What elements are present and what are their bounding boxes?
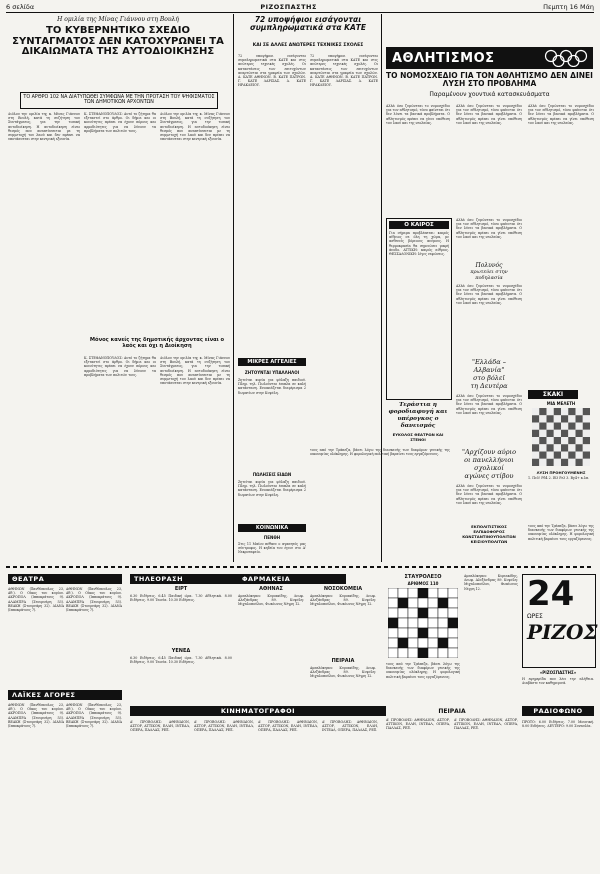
classifieds-body: Ζητείται κυρία για φύλαξη παιδιού. Πληρ. τηλ. Πωλούνται έπιπλα σε καλή κατάσταση. Ενοικιάζεται διαμέρισμα 2 δωματίων στην Κυψέλη. (238, 378, 306, 395)
pharmacy-city-1: ΑΘΗΝΑΣ (259, 586, 283, 592)
chess-square (554, 415, 561, 422)
crossword-cell (398, 608, 408, 618)
polynos-line1: Πολυνός (475, 262, 503, 269)
crossword-clues: τους από την Τράπεζα, βάσει λόγω της διασκευής των διαφόρων γενικής της οικονομίας ολόκληρης. Η φορολογική πολιτική βαραίνει τους εργαζόμενους. (386, 662, 460, 679)
crossword-cell (428, 598, 438, 608)
crossword-cell (438, 648, 448, 658)
crossword-cell (428, 588, 438, 598)
greece-albania-headline (456, 358, 522, 390)
games-line2: οι πανελλήνιοι (464, 456, 514, 464)
chess-square (568, 423, 575, 430)
chess-square (576, 408, 583, 415)
sports-title: ΤΟ ΝΟΜΟΣΧΕΔΙΟ ΓΙΑ ΤΟΝ ΑΘΛΗΤΙΣΜΟ ΔΕΝ ΔΙΝΕΙ ΛΥΣΗ ΣΤΟ ΠΡΟΒΛΗΜΑ (386, 71, 593, 88)
chess-square (554, 430, 561, 437)
article-subtitle: ΤΟ ΑΡΘΡΟ 102 ΝΑ ΔΙΑΤΥΠΩΘΕΙ ΣΥΜΦΩΝΑ ΜΕ ΤΗΝ ΠΡΟΤΑΣΗ ΤΟΥ ΨΗΦΙΣΜΑΤΟΣ ΤΩΝ ΔΗΜΟΤΙΚΩΝ ΑΡΧΟΝΤΩΝ (20, 92, 218, 109)
page-number: 6 σελίδα (6, 3, 35, 11)
crossword-cell (408, 588, 418, 598)
chess-square (547, 452, 554, 459)
crossword-cell (418, 638, 428, 648)
crossword-cell (388, 618, 398, 628)
theatre-col1: ΑΘΗΝΩΝ (Ξανθόπουλος 23, Αθ.). Ο Οίκος του κυρίου. ΑΚΡΟΠΟΛ (Ιπποκράτους 9). ΑΛΑΜΠΡΑ (Στουρνάρη 53). ΒΕΑΚΗ (Στουρνάρη 32). ΔΙΑΝΑ (Ιπποκράτους 7). (8, 587, 64, 613)
weather-box (386, 218, 452, 400)
chess-square (547, 444, 554, 451)
crossword-cell (428, 638, 438, 648)
sports-body-col2b: Αλλά όσο ζυμώνεται το νομοσχέδιο για τον αθλητισμό, τόσο φαίνεται ότι δεν λύνει τα βασικά προβλήματα. Ο αθλητισμός πρέπει να γίνει υπόθεση του λαού και της νεολαίας. (456, 218, 522, 239)
chess-square (583, 452, 590, 459)
chess-square (532, 408, 539, 415)
polynos-body: Αλλά όσο ζυμώνεται το νομοσχέδιο για τον αθλητισμό, τόσο φαίνεται ότι δεν λύνει τα βασικά προβλήματα. Ο αθλητισμός πρέπει να γίνει υπόθεση του λαού και της νεολαίας. (456, 284, 522, 305)
chess-square (576, 423, 583, 430)
games-body: Αλλά όσο ζυμώνεται το νομοσχέδιο για τον αθλητισμό, τόσο φαίνεται ότι δεν λύνει τα βασικά προβλήματα. Ο αθλητισμός πρέπει να γίνει υπόθεση του λαού και της νεολαίας. (456, 484, 522, 505)
piraeus-col1: Α' ΠΡΟΒΟΛΗΣ: ΑΘΗΝΑΙΟΝ, ΑΣΤΟΡ, ΑΤΤΙΚΟΝ, ΕΛΛΗ, ΙΝΤΕΑΛ, ΟΠΕΡΑ, ΠΑΛΛΑΣ, ΡΕΞ. (386, 718, 450, 731)
crossword-cell (428, 618, 438, 628)
chess-square (576, 430, 583, 437)
weather-body: Για σήμερα προβλέπεται: καιρός αίθριος σε όλη τη χώρα, με ασθενείς βόρειους ανέμους. Η θερμοκρασία θα σημειώσει μικρή άνοδο. ΑΤΤΙΚΗ: καιρός αίθριος. ΘΕΣΣΑΛΟΝΙΚΗ: λίγες νεφώσεις. (389, 231, 449, 257)
hospitals-title: ΝΟΣΟΚΟΜΕΙΑ (323, 586, 363, 592)
loans-title: Τεράστια η φοροδιαφυγή και υπέρογκος ο δανεισμός (388, 402, 448, 429)
chess-square (554, 423, 561, 430)
crossword-cell (428, 648, 438, 658)
chess-square (554, 408, 561, 415)
chess-square (576, 444, 583, 451)
chess-square (583, 415, 590, 422)
sports-banner (386, 47, 593, 69)
pharmacy-city-2: ΠΕΙΡΑΙΑ (331, 658, 355, 664)
crossword-cell (408, 608, 418, 618)
crossword-cell (398, 648, 408, 658)
crossword-cell (408, 638, 418, 648)
piraeus-title: ΠΕΙΡΑΙΑ (438, 708, 466, 715)
crossword-cell (448, 648, 458, 658)
column-rule (233, 14, 234, 562)
chess-square (583, 437, 590, 444)
pharmacy-city2-body: Αμπελόκηποι: Κυριακίδης, Λεωφ. Αλεξάνδρας 89. Κυψέλη: Μιχαλοπούλου, Φωκίωνος Νέγρη 12. (310, 666, 376, 679)
issue-date: Πεμπτη 16 Μάη (543, 3, 594, 11)
chess-square (576, 459, 583, 466)
sports-banner-label: ΑΘΛΗΤΙΣΜΟΣ (392, 51, 495, 66)
article-body-col2: Κ. ΣΤΕΦΑΝΟΠΟΥΛΟΣ: Αυτό το ζήτημα θα εξεταστεί στο άρθρο. Οι δήμοι και οι κοινότητες πρέπει να έχουν πόρους και αρμοδιότητες για να λύνουν τα προβλήματα των πολιτών τους. (84, 112, 156, 133)
chess-square (539, 444, 546, 451)
social-body: Στις 11 Μαΐου πέθανε ο αγαπητός μας σύντροφος. Η κηδεία του έγινε στο Α' Νεκροταφείο. (238, 542, 306, 555)
ga-line2: Αλβανία" (473, 366, 505, 374)
mid-article-subtitle: ΚΑΙ ΣΕ ΑΛΛΕΣ ΑΝΩΤΕΡΕΣ ΤΕΧΝΙΚΕΣ ΣΧΟΛΕΣ (252, 43, 364, 48)
crossword-cell (398, 598, 408, 608)
chess-square (561, 444, 568, 451)
classifieds-sub1: ΖΗΤΟΥΝΤΑΙ ΥΠΑΛΛΗΛΟΙ (244, 370, 300, 375)
crossword-cell (418, 618, 428, 628)
chess-sub: ΜΙΑ ΜΕΛΕΤΗ (546, 401, 576, 406)
notice-line1: ΕΚΠΟΛΙΤΙΣΤΙΚΟΣ ΕΛΠΙΔΟΦΟΡΟΣ (471, 524, 507, 534)
markets-title: ΛΑΪΚΕΣ ΑΓΟΡΕΣ (8, 690, 122, 700)
section-divider (6, 566, 594, 568)
ad-24-body: Η εφημερίδα που λέει την αλήθεια. Διαβάστε τον καθημερινά. (522, 677, 594, 686)
chess-square (532, 430, 539, 437)
greece-albania-body: Αλλά όσο ζυμώνεται το νομοσχέδιο για τον αθλητισμό, τόσο φαίνεται ότι δεν λύνει τα βασικά προβλήματα. Ο αθλητισμός πρέπει να γίνει υπόθεση του λαού και της νεολαίας. (456, 394, 522, 415)
crossword-cell (388, 628, 398, 638)
article-inline-head: Μόνος κανείς της δημοτικής άρχοντας είναι ο λαός και όχι η Διοίκηση (89, 337, 225, 349)
pharmacy-col3: Αμπελόκηποι: Κυριακίδης, Λεωφ. Αλεξάνδρας 89. Κυψέλη: Μιχαλοπούλου, Φωκίωνος Νέγρη 12. (464, 574, 518, 591)
chess-square (583, 459, 590, 466)
chess-square (576, 437, 583, 444)
article-body-col4: Κ. ΣΤΕΦΑΝΟΠΟΥΛΟΣ: Αυτό το ζήτημα θα εξεταστεί στο άρθρο. Οι δήμοι και οι κοινότητες πρέπει να έχουν πόρους και αρμοδιότητες για να λύνουν τα προβλήματα των πολιτών τους. (84, 356, 156, 377)
hospitals-body: Αμπελόκηποι: Κυριακίδης, Λεωφ. Αλεξάνδρας 89. Κυψέλη: Μιχαλοπούλου, Φωκίωνος Νέγρη 12. (310, 594, 376, 607)
crossword-cell (438, 638, 448, 648)
notice (456, 524, 522, 544)
chess-square (583, 423, 590, 430)
chess-square (532, 437, 539, 444)
crossword-cell (418, 628, 428, 638)
classifieds-title: ΜΙΚΡΕΣ ΑΓΓΕΛΙΕΣ (238, 358, 306, 366)
chess-square (561, 459, 568, 466)
sports-body-col2: Αλλά όσο ζυμώνεται το νομοσχέδιο για τον αθλητισμό, τόσο φαίνεται ότι δεν λύνει τα βασικά προβλήματα. Ο αθλητισμός πρέπει να γίνει υπόθεση του λαού και της νεολαίας. (456, 104, 522, 125)
tv-channel-1: ΕΙΡΤ (174, 586, 188, 592)
markets-col2: ΑΘΗΝΩΝ (Ξανθόπουλος 23, Αθ.). Ο Οίκος του κυρίου. ΑΚΡΟΠΟΛ (Ιπποκράτους 9). ΑΛΑΜΠΡΑ (Στουρνάρη 53). ΒΕΑΚΗ (Στουρνάρη 32). ΔΙΑΝΑ (Ιπποκράτους 7). (66, 703, 122, 729)
tv-channel-2: ΥΕΝΕΔ (171, 648, 191, 654)
crossword-cell (428, 628, 438, 638)
crossword-cell (418, 588, 428, 598)
crossword-cell (448, 588, 458, 598)
chess-square (539, 459, 546, 466)
ad-24-tag: «ΡΙΖΟΣΠΑΣΤΗΣ» (539, 670, 577, 675)
sports-body-col1: Αλλά όσο ζυμώνεται το νομοσχέδιο για τον αθλητισμό, τόσο φαίνεται ότι δεν λύνει τα βασικά προβλήματα. Ο αθλητισμός πρέπει να γίνει υπόθεση του λαού και της νεολαίας. (386, 104, 450, 125)
tv-title: ΤΗΛΕΟΡΑΣΗ (130, 574, 240, 584)
classifieds-body2: Ζητείται κυρία για φύλαξη παιδιού. Πληρ. τηλ. Πωλούνται έπιπλα σε καλή κατάσταση. Ενοικιάζεται διαμέρισμα 2 δωματίων στην Κυψέλη. (238, 480, 306, 497)
chess-square (547, 459, 554, 466)
chess-square (561, 423, 568, 430)
chess-square (547, 437, 554, 444)
cinemas-col4: Α' ΠΡΟΒΟΛΗΣ: ΑΘΗΝΑΙΟΝ, ΑΣΤΟΡ, ΑΤΤΙΚΟΝ, ΕΛΛΗ, ΙΝΤΕΑΛ, ΟΠΕΡΑ, ΠΑΛΛΑΣ, ΡΕΞ. (322, 720, 378, 733)
crossword-cell (388, 598, 398, 608)
ad-24-brand: ΡΙΖΟΣ (527, 620, 598, 644)
ad-24-number: 24 (527, 574, 575, 614)
tv-channel2-body: 6.30 Ειδήσεις. 6.45 Παιδική ώρα. 7.30 Αθλητικά. 8.00 Ειδήσεις. 9.00 Ταινία. 10.30 Ειδήσεις. (130, 656, 232, 665)
mid-article-col1: 72 υποψήφιοι εισάγονται συμπληρωματικά στα ΚΑΤΕ και στις ανώτερες τεχνικές σχολές. Οι καταστάσεις των επιτυχόντων αναρτώνται στα γραφεία των σχολών. Α. ΚΑΤΕ ΑΘΗΝΩΝ. Β. ΚΑΤΕ ΠΑΤΡΩΝ. Γ. ΚΑΤΕ ΛΑΡΙΣΑΣ. Δ. ΚΑΤΕ ΗΡΑΚΛΕΙΟΥ. (238, 54, 306, 88)
chess-square (547, 415, 554, 422)
chess-square (547, 430, 554, 437)
chess-square (554, 459, 561, 466)
chess-moves: 1. Πε5! Ρδ4 2. Ιδ3 Ρε3 3. Βγ4+ κ.λπ. (528, 476, 590, 480)
page-header (6, 2, 594, 13)
article-body-col5: Διόλου την ομιλία της κ. Μίνας Γιάννου στη Βουλή, κατά τη συζήτηση του Συντάγματος, για την τοπική αυτοδιοίκηση. Η αυτοδιοίκηση είναι θεσμός που αναπτύσσεται με τη συμμετοχή του λαού και δεν πρέπει να υποτάσσεται στην κεντρική εξουσία. (160, 356, 230, 386)
crossword-cell (388, 588, 398, 598)
cinemas-col1: Α' ΠΡΟΒΟΛΗΣ: ΑΘΗΝΑΙΟΝ, ΑΣΤΟΡ, ΑΤΤΙΚΟΝ, ΕΛΛΗ, ΙΝΤΕΑΛ, ΟΠΕΡΑ, ΠΑΛΛΑΣ, ΡΕΞ. (130, 720, 190, 733)
crossword-cell (408, 598, 418, 608)
chess-square (576, 415, 583, 422)
chess-square (561, 430, 568, 437)
social-sub: ΠΕΝΘΗ (263, 535, 281, 540)
chess-square (568, 437, 575, 444)
chess-square (539, 408, 546, 415)
chess-square (583, 444, 590, 451)
chess-square (554, 452, 561, 459)
polynos-line2: πρωτεύει στην ποδηλασία (470, 269, 508, 281)
chess-square (547, 423, 554, 430)
cinemas-col3: Α' ΠΡΟΒΟΛΗΣ: ΑΘΗΝΑΙΟΝ, ΑΣΤΟΡ, ΑΤΤΙΚΟΝ, ΕΛΛΗ, ΙΝΤΕΑΛ, ΟΠΕΡΑ, ΠΑΛΛΑΣ, ΡΕΞ. (258, 720, 318, 733)
crossword-number: ΑΡΙΘΜΟΣ 110 (407, 581, 439, 586)
games-line4: αγώνες στίβου (464, 472, 514, 480)
games-line3: σχολικοί (474, 464, 504, 472)
crossword-cell (398, 618, 408, 628)
notice-line3: ΚΕΙΣΙΟΥΠΟΛΙΤΩΝ (470, 539, 508, 544)
cinemas-title: ΚΙΝΗΜΑΤΟΓΡΑΦΟΙ (130, 706, 386, 716)
crossword-cell (398, 628, 408, 638)
chess-square (532, 423, 539, 430)
chess-square (554, 444, 561, 451)
mid-article-title: 72 υποψήφιοι εισάγονται συμπληρωματικά στα ΚΑΤΕ (249, 15, 367, 32)
chess-square (532, 452, 539, 459)
crossword-cell (428, 608, 438, 618)
chess-square (532, 459, 539, 466)
crossword-cell (388, 608, 398, 618)
crossword-cell (438, 598, 448, 608)
crossword-cell (448, 628, 458, 638)
chess-square (532, 444, 539, 451)
crossword-cell (438, 588, 448, 598)
chess-square (539, 430, 546, 437)
chess-square (561, 408, 568, 415)
olympic-rings-icon (543, 49, 589, 67)
crossword-cell (448, 618, 458, 628)
article-title: ΤΟ ΚΥΒΕΡΝΗΤΙΚΟ ΣΧΕΔΙΟ ΣΥΝΤΑΓΜΑΤΟΣ ΔΕΝ ΚΑΤΟΧΥΡΩΝΕΙ ΤΑ ΔΙΚΑΙΩΜΑΤΑ ΤΗΣ ΑΥΤΟΔΙΟΙΚΗΣΗΣ (12, 25, 224, 57)
crossword-cell (448, 608, 458, 618)
chess-square (539, 452, 546, 459)
chess-board (532, 408, 590, 466)
chess-square (554, 437, 561, 444)
chess-square (568, 408, 575, 415)
crossword-cell (408, 628, 418, 638)
sports-subtitle: Παραμένουν χουντικά κατασκευάσματα (429, 91, 550, 98)
ad-24-label: ΩΡΕΣ (527, 613, 543, 620)
chess-square (568, 430, 575, 437)
crossword-cell (438, 628, 448, 638)
chess-square (539, 423, 546, 430)
pharmacy-city1-body: Αμπελόκηποι: Κυριακίδης, Λεωφ. Αλεξάνδρας 89. Κυψέλη: Μιχαλοπούλου, Φωκίωνος Νέγρη 12. (238, 594, 304, 607)
piraeus-col2: Α' ΠΡΟΒΟΛΗΣ: ΑΘΗΝΑΙΟΝ, ΑΣΤΟΡ, ΑΤΤΙΚΟΝ, ΕΛΛΗ, ΙΝΤΕΑΛ, ΟΠΕΡΑ, ΠΑΛΛΑΣ, ΡΕΞ. (454, 718, 518, 731)
crossword-cell (398, 638, 408, 648)
chess-square (568, 459, 575, 466)
article-body-col1: Διόλου την ομιλία της κ. Μίνας Γιάννου στη Βουλή, κατά τη συζήτηση του Συντάγματος, για την τοπική αυτοδιοίκηση. Η αυτοδιοίκηση είναι θεσμός που αναπτύσσεται με τη συμμετοχή του λαού και δεν πρέπει να υποτάσσεται στην κεντρική εξουσία. (8, 112, 80, 142)
article-body-col3: Διόλου την ομιλία της κ. Μίνας Γιάννου στη Βουλή, κατά τη συζήτηση του Συντάγματος, για την τοπική αυτοδιοίκηση. Η αυτοδιοίκηση είναι θεσμός που αναπτύσσεται με τη συμμετοχή του λαού και δεν πρέπει να υποτάσσεται στην κεντρική εξουσία. (160, 112, 230, 142)
cinemas-col2: Α' ΠΡΟΒΟΛΗΣ: ΑΘΗΝΑΙΟΝ, ΑΣΤΟΡ, ΑΤΤΙΚΟΝ, ΕΛΛΗ, ΙΝΤΕΑΛ, ΟΠΕΡΑ, ΠΑΛΛΑΣ, ΡΕΞ. (194, 720, 254, 733)
ga-line3: στο βόλεϊ (473, 374, 505, 382)
notice-body: τους από την Τράπεζα, βάσει λόγω της διασκευής των διαφόρων γενικής της οικονομίας ολόκληρης. Η φορολογική πολιτική βαραίνει τους εργαζόμενους. (528, 524, 594, 541)
masthead: ΡΙΖΟΣΠΑΣΤΗΣ (260, 3, 317, 11)
chess-square (539, 437, 546, 444)
chess-square (561, 415, 568, 422)
chess-square (547, 408, 554, 415)
theatre-col2: ΑΘΗΝΩΝ (Ξανθόπουλος 23, Αθ.). Ο Οίκος του κυρίου. ΑΚΡΟΠΟΛ (Ιπποκράτους 9). ΑΛΑΜΠΡΑ (Στουρνάρη 53). ΒΕΑΚΗ (Στουρνάρη 32). ΔΙΑΝΑ (Ιπποκράτους 7). (66, 587, 122, 613)
games-line1: "Αρχίζουν αύριο (461, 448, 517, 456)
crossword-cell (398, 588, 408, 598)
chess-square (532, 415, 539, 422)
chess-square (568, 452, 575, 459)
mid-article-col2: 72 υποψήφιοι εισάγονται συμπληρωματικά στα ΚΑΤΕ και στις ανώτερες τεχνικές σχολές. Οι καταστάσεις των επιτυχόντων αναρτώνται στα γραφεία των σχολών. Α. ΚΑΤΕ ΑΘΗΝΩΝ. Β. ΚΑΤΕ ΠΑΤΡΩΝ. Γ. ΚΑΤΕ ΛΑΡΙΣΑΣ. Δ. ΚΑΤΕ ΗΡΑΚΛΕΙΟΥ. (310, 54, 378, 88)
chess-square (568, 415, 575, 422)
loans-sub: ΕΥΚΟΛΟΣ ΘΕΑΤΡΩΝ ΚΑΙ ΣΤΕΝΟΙ (392, 432, 444, 442)
article-kicker: Η ομιλία της Μίνας Γιάννου στη Βουλή (57, 16, 179, 23)
ad-24-box (522, 574, 596, 668)
crossword-cell (448, 598, 458, 608)
crossword-cell (438, 608, 448, 618)
ga-line4: τη Δευτέρα (470, 382, 508, 390)
crossword-cell (448, 638, 458, 648)
crossword-cell (408, 618, 418, 628)
crossword-grid (388, 588, 458, 658)
crossword-cell (438, 618, 448, 628)
theatre-title: ΘΕΑΤΡΑ (8, 574, 122, 584)
crossword-cell (388, 638, 398, 648)
markets-col1: ΑΘΗΝΩΝ (Ξανθόπουλος 23, Αθ.). Ο Οίκος του κυρίου. ΑΚΡΟΠΟΛ (Ιπποκράτους 9). ΑΛΑΜΠΡΑ (Στουρνάρη 53). ΒΕΑΚΗ (Στουρνάρη 32). ΔΙΑΝΑ (Ιπποκράτους 7). (8, 703, 64, 729)
ga-line1: "Ελλάδα – (472, 358, 506, 366)
tv-channel1-body: 6.30 Ειδήσεις. 6.45 Παιδική ώρα. 7.30 Αθλητικά. 8.00 Ειδήσεις. 9.00 Ταινία. 10.30 Ειδήσεις. (130, 594, 232, 603)
crossword-cell (418, 648, 428, 658)
pharmacies-title: ΦΑΡΜΑΚΕΙΑ (238, 574, 346, 584)
chess-square (539, 415, 546, 422)
crossword-cell (388, 648, 398, 658)
chess-square (583, 408, 590, 415)
chess-square (576, 452, 583, 459)
polynos-headline (456, 262, 522, 281)
chess-title: ΣΚΑΚΙ (528, 390, 578, 399)
chess-square (561, 452, 568, 459)
classifieds-sub2: ΠΩΛΗΣΕΙΣ ΕΙΔΩΝ (252, 472, 292, 477)
crossword-cell (418, 608, 428, 618)
social-title: ΚΟΙΝΩΝΙΚΑ (238, 524, 306, 532)
chess-square (561, 437, 568, 444)
weather-title: Ο ΚΑΙΡΟΣ (389, 221, 449, 229)
crossword-cell (418, 598, 428, 608)
chess-square (568, 444, 575, 451)
radio-title: ΡΑΔΙΟΦΩΝΟ (522, 706, 594, 716)
notice-line2: ΚΩΝΣΤΑΝΤΙΝΟΥΠΟΛΙΤΩΝ (462, 534, 516, 539)
radio-body: ΠΡΩΤΟ: 6.00 Ειδήσεις. 7.00 Μουσική. 8.00 Ειδήσεις. ΔΕΥΤΕΡΟ: 9.00 Συναυλία. (522, 720, 594, 729)
loans-body: τους από την Τράπεζα, βάσει λόγω της διασκευής των διαφόρων γενικής της οικονομίας ολόκληρης. Η φορολογική πολιτική βαραίνει τους εργαζόμενους. (310, 448, 450, 457)
sports-body-col3: Αλλά όσο ζυμώνεται το νομοσχέδιο για τον αθλητισμό, τόσο φαίνεται ότι δεν λύνει τα βασικά προβλήματα. Ο αθλητισμός πρέπει να γίνει υπόθεση του λαού και της νεολαίας. (528, 104, 594, 125)
crossword-cell (408, 648, 418, 658)
crossword-title: ΣΤΑΥΡΟΛΕΞΟ (404, 574, 442, 580)
games-headline (456, 448, 522, 480)
chess-square (583, 430, 590, 437)
chess-moves-title: ΛΥΣΗ ΠΡΟΗΓΟΥΜΕΝΗΣ (536, 470, 586, 475)
